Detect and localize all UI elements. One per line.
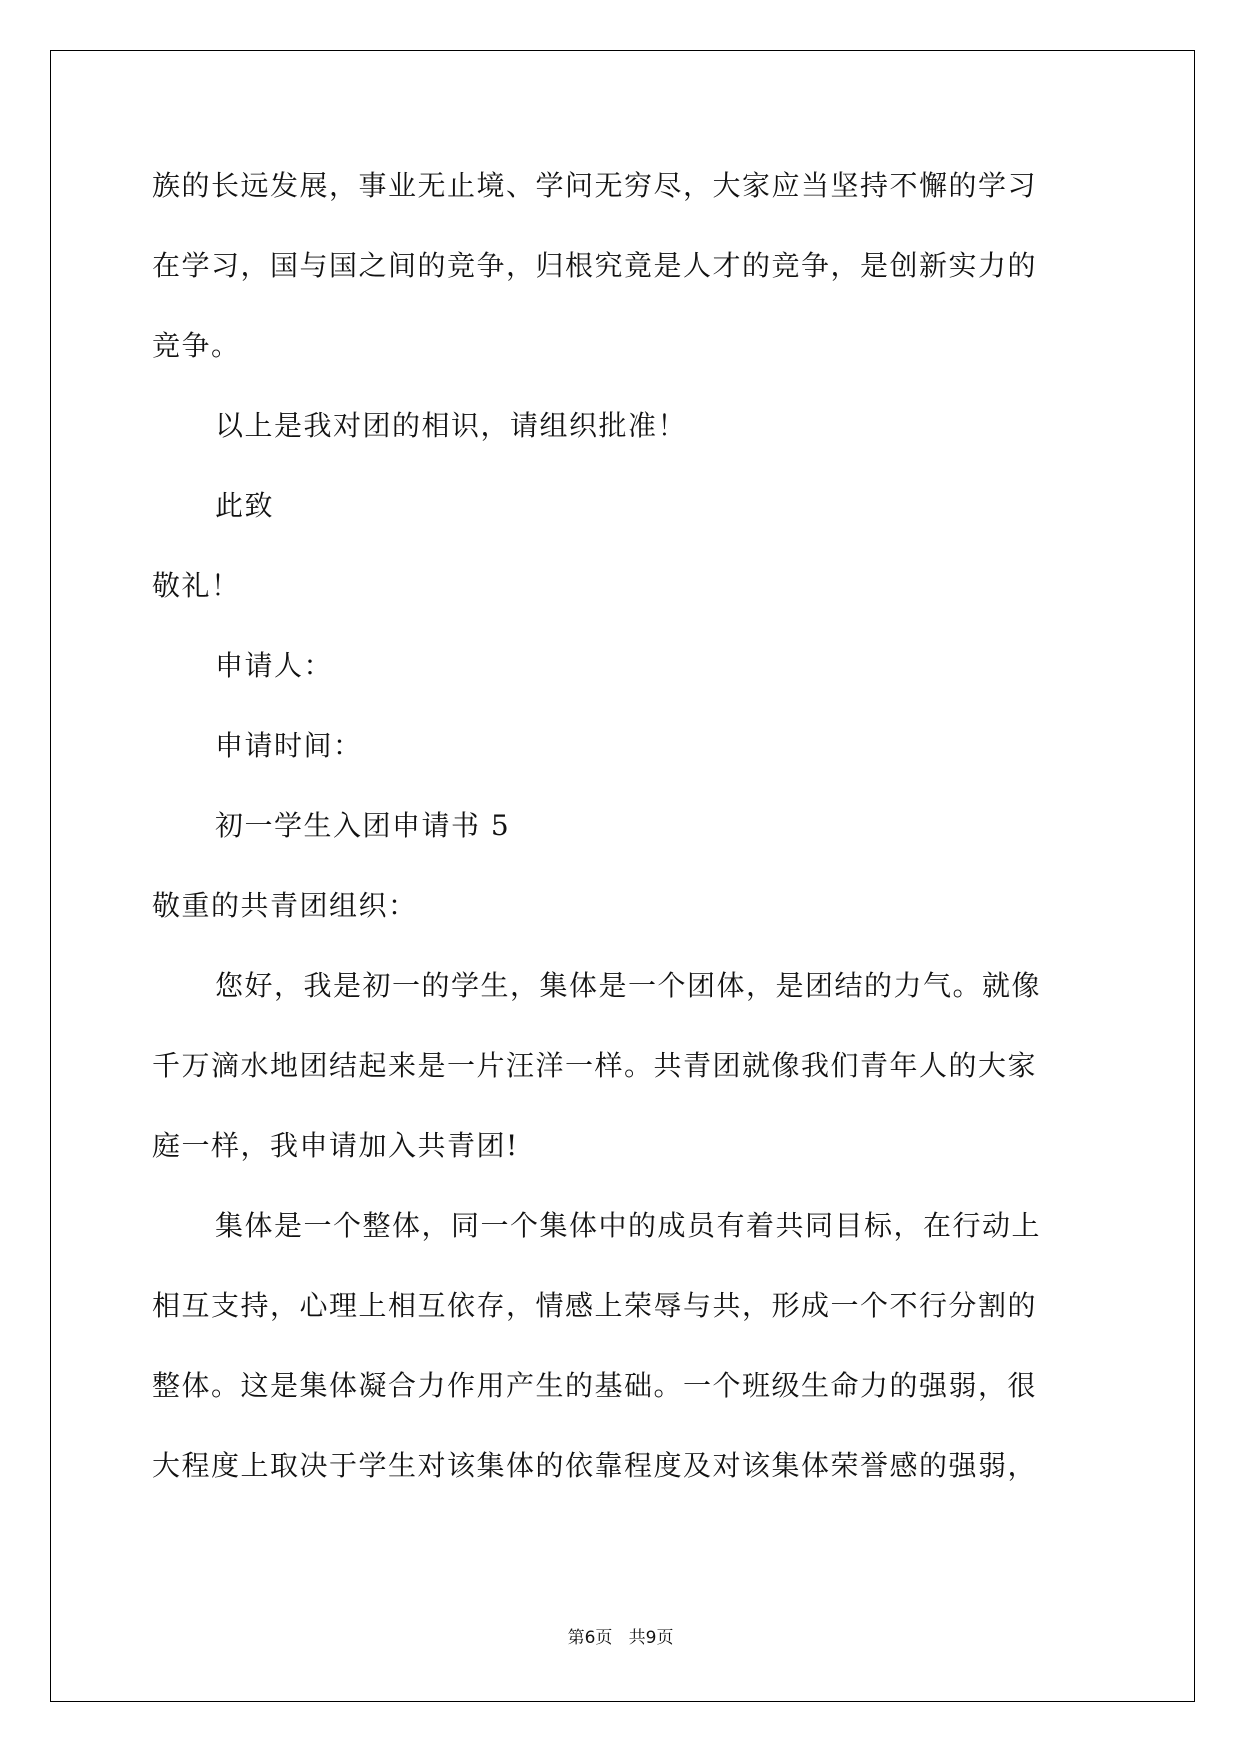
paragraph-line: 以上是我对团的相识，请组织批准！	[215, 409, 688, 442]
page-prefix: 第	[567, 1628, 585, 1648]
greeting-line: 敬重的共青团组织：	[152, 889, 418, 922]
paragraph-line: 整体。这是集体凝合力作用产生的基础。一个班级生命力的强弱，很	[152, 1369, 1038, 1402]
paragraph-line: 族的长远发展，事业无止境、学问无穷尽，大家应当坚持不懈的学习	[152, 169, 1038, 202]
page-number: 6	[584, 1628, 596, 1648]
paragraph-line: 您好，我是初一的学生，集体是一个团体，是团结的力气。就像	[215, 969, 1042, 1002]
paragraph-line: 集体是一个整体，同一个集体中的成员有着共同目标，在行动上	[215, 1209, 1042, 1242]
application-date-label: 申请时间：	[215, 729, 363, 762]
paragraph-line: 庭一样，我申请加入共青团!	[152, 1129, 519, 1162]
applicant-label: 申请人：	[215, 649, 334, 682]
page-suffix: 页	[595, 1628, 613, 1648]
total-suffix: 页	[656, 1628, 674, 1648]
salutation-line: 敬礼！	[152, 569, 241, 602]
paragraph-line: 相互支持，心理上相互依存，情感上荣辱与共，形成一个不行分割的	[152, 1289, 1038, 1322]
section-title: 初一学生入团申请书 5	[215, 809, 511, 842]
paragraph-line: 大程度上取决于学生对该集体的依靠程度及对该集体荣誉感的强弱，	[152, 1449, 1038, 1482]
paragraph-line: 在学习，国与国之间的竞争，归根究竟是人才的竞争，是创新实力的	[152, 249, 1038, 282]
paragraph-line: 竞争。	[152, 329, 241, 362]
total-pages: 9	[645, 1628, 657, 1648]
page-footer	[0, 1628, 1241, 1648]
total-prefix: 共	[628, 1628, 646, 1648]
salutation-line: 此致	[215, 489, 275, 522]
paragraph-line: 千万滴水地团结起来是一片汪洋一样。共青团就像我们青年人的大家	[152, 1049, 1038, 1082]
